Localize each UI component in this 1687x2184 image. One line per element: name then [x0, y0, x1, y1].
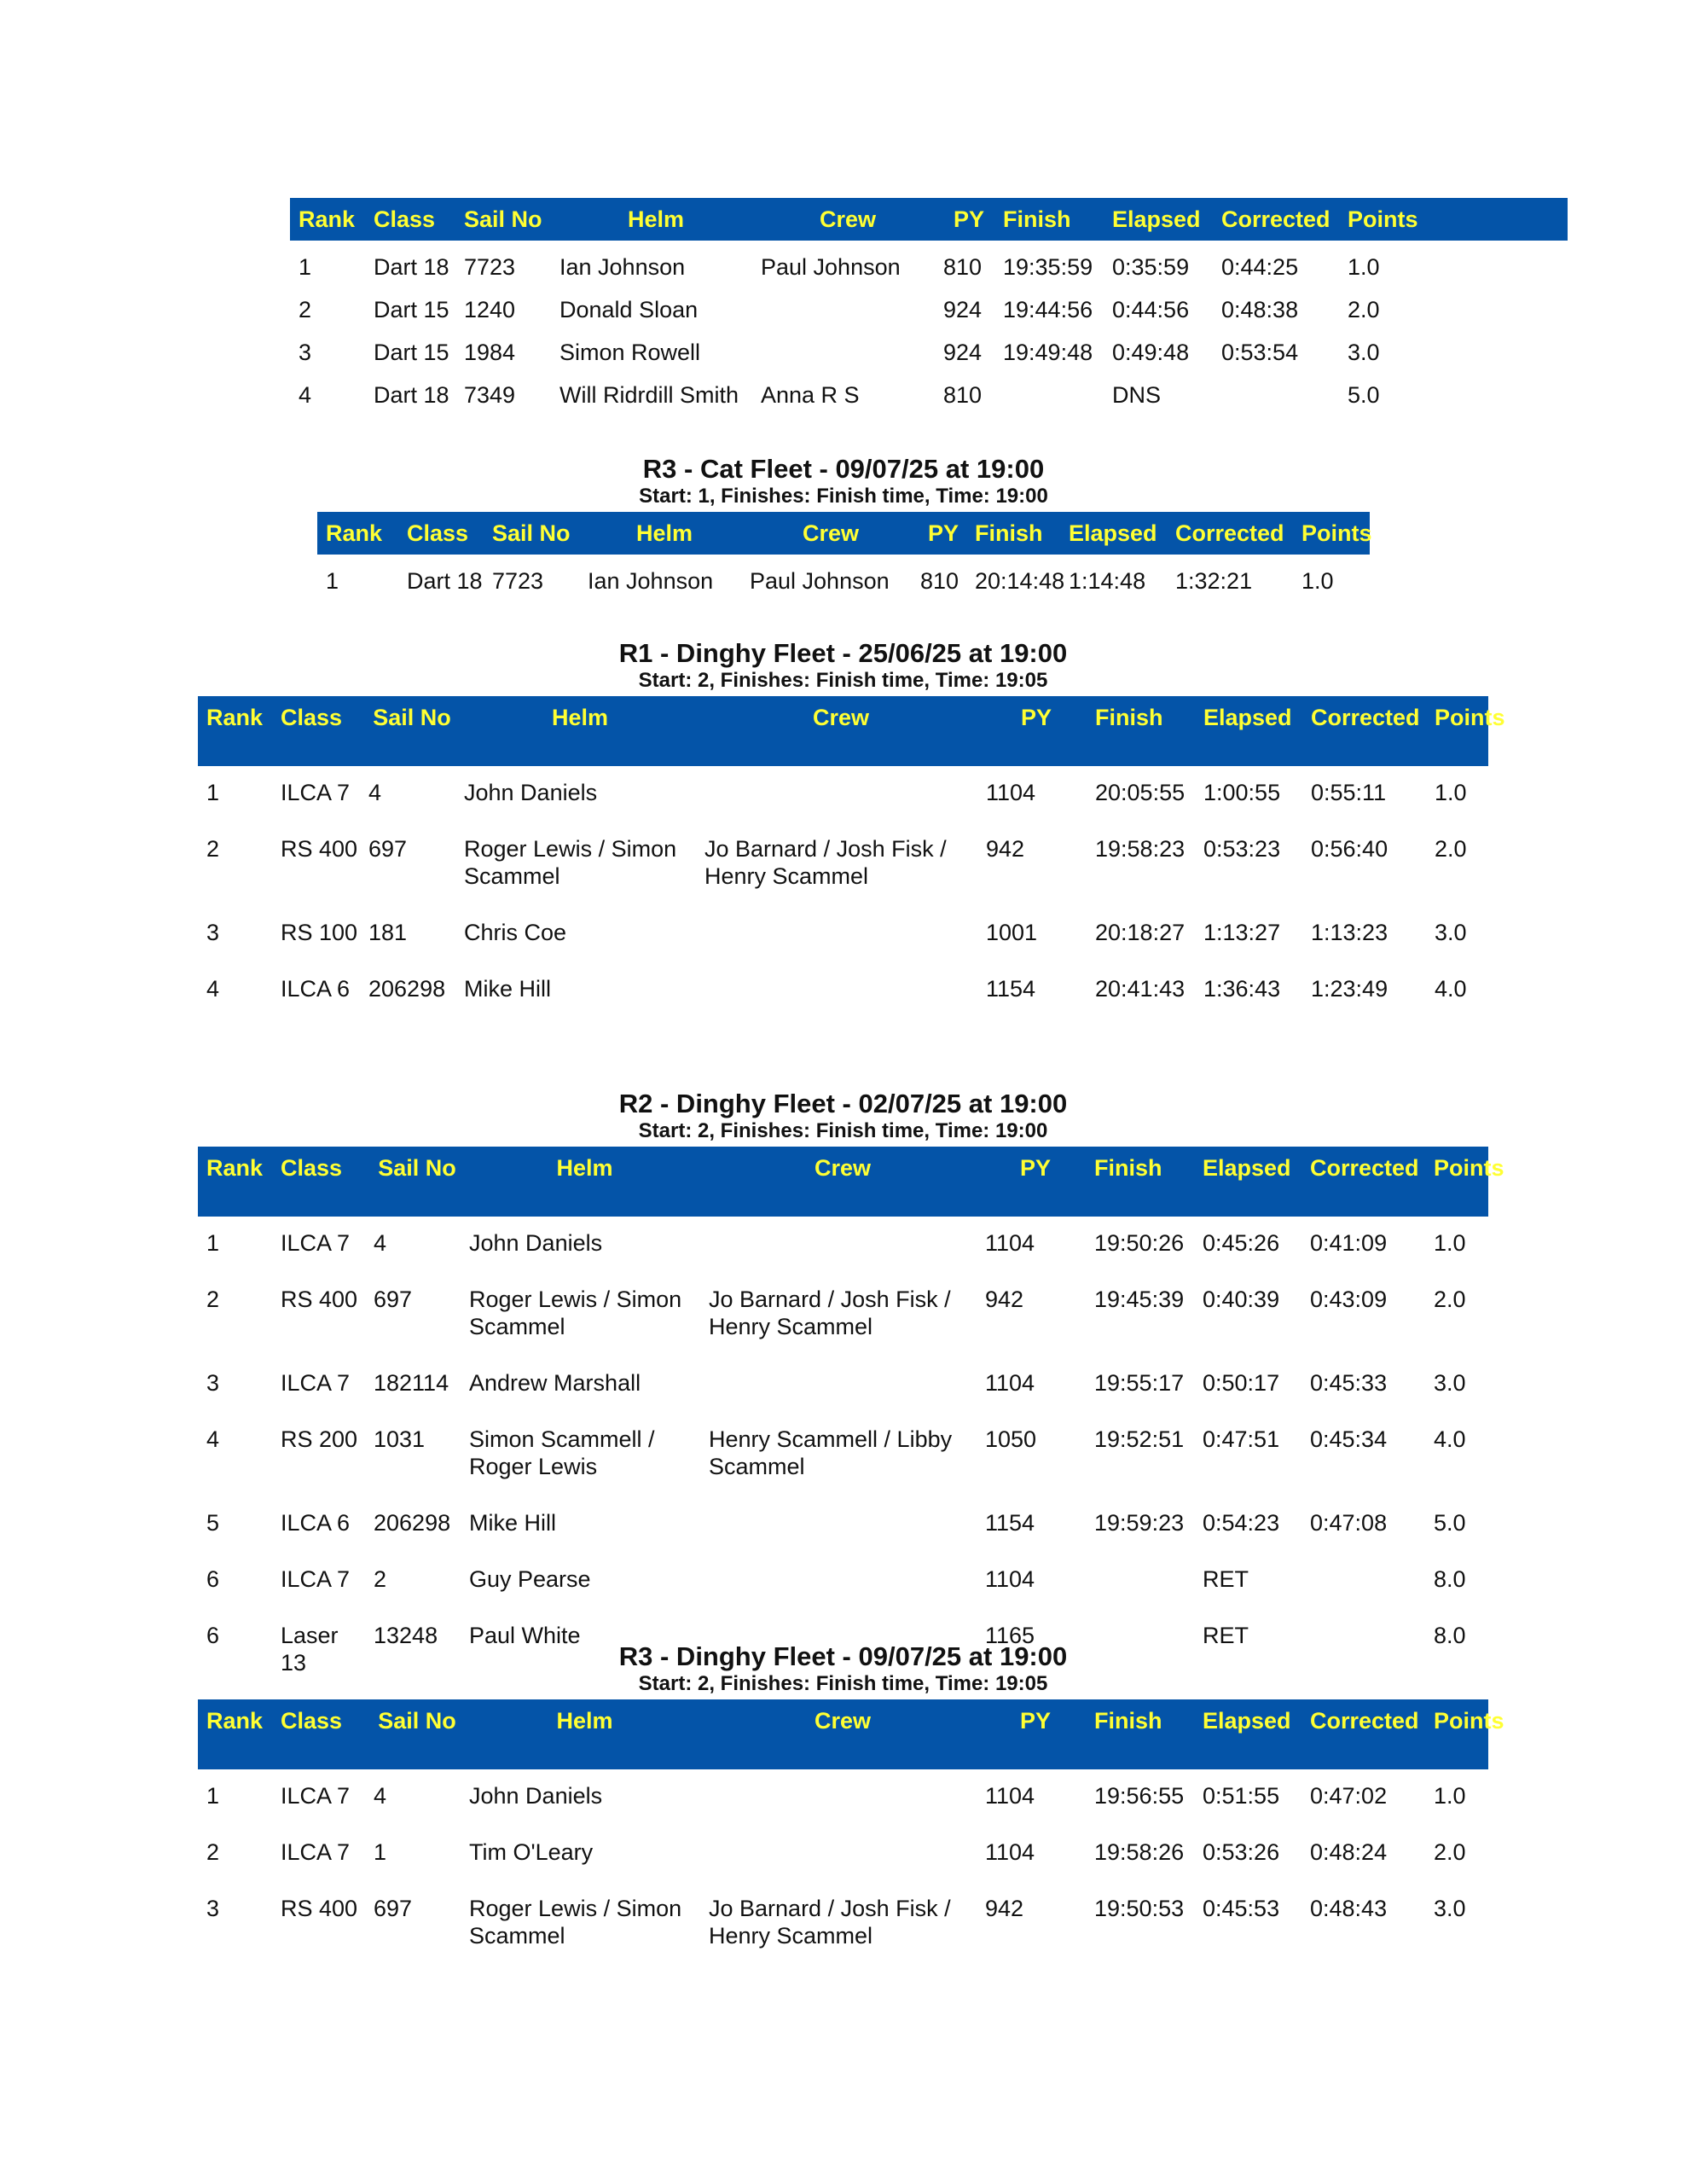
cell-finish: 20:14:48: [975, 568, 1065, 594]
race-title: R3 - Dinghy Fleet - 09/07/25 at 19:00: [618, 1641, 1068, 1671]
cell-elapsed: 0:47:51: [1203, 1426, 1280, 1452]
cell-class: RS 400: [281, 1896, 358, 1921]
cell-py: 1104: [985, 1566, 1035, 1592]
cell-sail-no: 4: [374, 1783, 387, 1809]
cell-class: ILCA 7: [281, 1783, 351, 1809]
cell-finish: 19:35:59: [1003, 254, 1093, 280]
cell-elapsed: 0:54:23: [1203, 1510, 1280, 1536]
cell-corrected: 1:23:49: [1311, 976, 1388, 1002]
cell-elapsed: DNS: [1112, 382, 1162, 408]
table-row: [198, 1273, 1488, 1356]
column-header-class: Class: [281, 1155, 343, 1181]
cell-rank: 3: [206, 1370, 220, 1396]
cell-elapsed: 0:51:55: [1203, 1783, 1280, 1809]
cell-points: 1.0: [1301, 568, 1334, 594]
table-header-row: [290, 198, 1568, 241]
cell-elapsed: 1:36:43: [1203, 976, 1281, 1002]
cell-sail-no: 1240: [464, 297, 516, 322]
column-header-crew: Crew: [812, 705, 870, 730]
cell-finish: 19:56:55: [1094, 1783, 1185, 1809]
race-title: R1 - Dinghy Fleet - 25/06/25 at 19:00: [618, 638, 1068, 668]
column-header-py: PY: [953, 206, 985, 232]
cell-crew: [696, 962, 977, 1019]
cell-rank: 4: [206, 976, 220, 1002]
cell-class: ILCA 7: [281, 1566, 351, 1592]
cell-sail-no: 7723: [464, 254, 516, 280]
results-section-cat-r2-continued: [290, 198, 1418, 411]
cell-helm: Will Ridrdill Smith: [559, 382, 739, 408]
cell-class: Dart 18: [374, 254, 449, 280]
cell-rank: 6: [206, 1623, 220, 1648]
results-table: [198, 1699, 1504, 1966]
cell-corrected: 0:55:11: [1311, 780, 1387, 805]
column-header-rank: Rank: [206, 705, 264, 730]
table-header-row: [198, 1699, 1488, 1769]
cell-points: 3.0: [1348, 340, 1380, 365]
cell-points: 2.0: [1434, 1839, 1466, 1865]
cell-elapsed: 0:35:59: [1112, 254, 1190, 280]
cell-corrected: 0:45:33: [1310, 1370, 1388, 1396]
cell-class: ILCA 7: [281, 1230, 351, 1256]
column-header-helm: Helm: [556, 1708, 613, 1734]
cell-py: 1165: [985, 1623, 1035, 1648]
cell-elapsed: 1:00:55: [1203, 780, 1281, 805]
cell-corrected: [1301, 1553, 1425, 1609]
cell-elapsed: RET: [1203, 1623, 1249, 1648]
cell-py: 942: [985, 1896, 1024, 1921]
cell-points: 4.0: [1435, 976, 1467, 1002]
cell-corrected: 1:32:21: [1175, 568, 1253, 594]
cell-points: 4.0: [1434, 1426, 1466, 1452]
column-header-finish: Finish: [1094, 1155, 1162, 1181]
column-header-sail-no: Sail No: [378, 1708, 456, 1734]
cell-py: 810: [943, 254, 983, 280]
cell-class: ILCA 7: [281, 780, 351, 805]
table-row: [290, 326, 1568, 369]
cell-py: 1001: [986, 920, 1038, 945]
cell-class: RS 200: [281, 1426, 358, 1452]
cell-helm: Mike Hill: [464, 976, 552, 1002]
cell-sail-no: 206298: [368, 976, 446, 1002]
cell-points: 8.0: [1434, 1623, 1466, 1648]
cell-py: 924: [943, 340, 983, 365]
cell-finish: 19:50:26: [1094, 1230, 1185, 1256]
table-row: [290, 283, 1568, 326]
cell-rank: 6: [206, 1566, 220, 1592]
cell-sail-no: 13248: [374, 1623, 438, 1648]
results-section-r1-dinghy-fleet: [198, 638, 1505, 1019]
cell-crew: [700, 1553, 977, 1609]
column-header-elapsed: Elapsed: [1112, 206, 1201, 232]
cell-crew: [700, 1356, 977, 1413]
column-header-class: Class: [281, 1708, 343, 1734]
cell-crew: [696, 766, 977, 822]
cell-class: Dart 15: [374, 297, 449, 322]
cell-elapsed: 0:49:48: [1112, 340, 1190, 365]
cell-points: 2.0: [1435, 836, 1467, 862]
cell-sail-no: 7349: [464, 382, 516, 408]
cell-class: ILCA 7: [281, 1370, 351, 1396]
column-header-points: Points: [1434, 1708, 1504, 1734]
table-row: [198, 766, 1488, 822]
cell-points: 1.0: [1434, 1783, 1466, 1809]
cell-helm: Chris Coe: [464, 920, 567, 945]
cell-finish: 19:55:17: [1094, 1370, 1185, 1396]
cell-helm: Donald Sloan: [559, 297, 699, 322]
cell-finish: 20:05:55: [1095, 780, 1186, 805]
cell-corrected: 0:44:25: [1221, 254, 1299, 280]
column-header-elapsed: Elapsed: [1069, 520, 1157, 546]
cell-points: 5.0: [1434, 1510, 1466, 1536]
cell-helm: Ian Johnson: [588, 568, 714, 594]
cell-rank: 2: [206, 1287, 220, 1312]
column-header-points: Points: [1434, 1155, 1504, 1181]
race-subtitle: Start: 2, Finishes: Finish time, Time: 19:00: [638, 1119, 1048, 1142]
cell-points: 2.0: [1348, 297, 1380, 322]
column-header-finish: Finish: [975, 520, 1043, 546]
cell-crew: [700, 1826, 977, 1882]
cell-sail-no: 2: [374, 1566, 387, 1592]
cell-corrected: 0:45:34: [1310, 1426, 1388, 1452]
column-header-finish: Finish: [1095, 705, 1163, 730]
cell-elapsed: 0:45:26: [1203, 1230, 1280, 1256]
cell-helm: Ian Johnson: [559, 254, 686, 280]
cell-helm: Roger Lewis / Simon Scammel: [469, 1896, 682, 1949]
cell-class: RS 100: [281, 920, 358, 945]
cell-corrected: [1213, 369, 1339, 411]
cell-elapsed: 1:13:27: [1203, 920, 1281, 945]
cell-helm: Paul White: [469, 1623, 581, 1648]
results-table: [290, 198, 1568, 411]
cell-finish: 19:45:39: [1094, 1287, 1185, 1312]
cell-crew: Paul Johnson: [761, 254, 901, 280]
column-header-class: Class: [374, 206, 436, 232]
column-header-corrected: Corrected: [1311, 705, 1420, 730]
column-header-py: PY: [927, 520, 959, 546]
cell-crew: [700, 1496, 977, 1553]
cell-finish: 19:58:23: [1095, 836, 1186, 862]
cell-rank: 3: [299, 340, 312, 365]
column-header-sail-no: Sail No: [373, 705, 451, 730]
cell-crew: [696, 906, 977, 962]
cell-sail-no: 697: [374, 1896, 413, 1921]
cell-helm: Andrew Marshall: [469, 1370, 641, 1396]
cell-py: 1154: [986, 976, 1036, 1002]
cell-rank: 2: [206, 836, 220, 862]
column-header-corrected: Corrected: [1310, 1155, 1419, 1181]
column-header-helm: Helm: [635, 520, 693, 546]
cell-elapsed: 0:53:26: [1203, 1839, 1280, 1865]
cell-rank: 3: [206, 1896, 220, 1921]
cell-crew: Jo Barnard / Josh Fisk / Henry Scammel: [709, 1287, 951, 1339]
cell-sail-no: 4: [374, 1230, 387, 1256]
cell-elapsed: 0:45:53: [1203, 1896, 1280, 1921]
cell-corrected: 0:41:09: [1310, 1230, 1388, 1256]
cell-py: 1104: [985, 1370, 1035, 1396]
column-header-points: Points: [1301, 520, 1372, 546]
cell-points: 8.0: [1434, 1566, 1466, 1592]
cell-rank: 5: [206, 1510, 220, 1536]
cell-py: 1104: [985, 1839, 1035, 1865]
cell-finish: 19:49:48: [1003, 340, 1093, 365]
cell-sail-no: 1984: [464, 340, 516, 365]
cell-points: 1.0: [1434, 1230, 1466, 1256]
cell-sail-no: 1031: [374, 1426, 426, 1452]
cell-crew: [700, 1769, 977, 1826]
cell-elapsed: RET: [1203, 1566, 1249, 1592]
cell-class: RS 400: [281, 1287, 358, 1312]
table-row: [198, 1356, 1488, 1413]
cell-crew: Jo Barnard / Josh Fisk / Henry Scammel: [709, 1896, 951, 1949]
column-header-crew: Crew: [814, 1708, 872, 1734]
cell-sail-no: 4: [368, 780, 382, 805]
cell-helm: Guy Pearse: [469, 1566, 591, 1592]
cell-rank: 2: [206, 1839, 220, 1865]
cell-points: 2.0: [1434, 1287, 1466, 1312]
table-header-row: [198, 1147, 1488, 1217]
results-section-r2-dinghy-fleet: [198, 1089, 1504, 1693]
table-row: [198, 1882, 1488, 1966]
cell-rank: 4: [299, 382, 312, 408]
column-header-helm: Helm: [551, 705, 609, 730]
column-header-sail-no: Sail No: [378, 1155, 456, 1181]
race-subtitle: Start: 1, Finishes: Finish time, Time: 19:00: [639, 485, 1048, 508]
cell-helm: Mike Hill: [469, 1510, 557, 1536]
cell-rank: 3: [206, 920, 220, 945]
cell-crew: Henry Scammell / Libby Scammel: [709, 1426, 953, 1479]
column-header-helm: Helm: [627, 206, 685, 232]
cell-elapsed: 0:53:23: [1203, 836, 1281, 862]
cell-class: Laser 13: [281, 1623, 339, 1676]
column-header-corrected: Corrected: [1221, 206, 1330, 232]
column-header-points: Points: [1348, 206, 1418, 232]
cell-class: Dart 18: [407, 568, 483, 594]
table-header-row: [317, 512, 1370, 555]
cell-points: 1.0: [1435, 780, 1467, 805]
cell-crew: Paul Johnson: [750, 568, 890, 594]
cell-py: 942: [986, 836, 1025, 862]
table-header-row: [198, 696, 1488, 766]
column-header-class: Class: [281, 705, 343, 730]
cell-crew: [700, 1217, 977, 1273]
cell-sail-no: 181: [368, 920, 408, 945]
race-subtitle: Start: 2, Finishes: Finish time, Time: 19:05: [638, 669, 1048, 692]
cell-helm: John Daniels: [464, 780, 598, 805]
column-header-elapsed: Elapsed: [1203, 1708, 1291, 1734]
cell-corrected: 0:47:02: [1310, 1783, 1388, 1809]
column-header-py: PY: [1019, 1708, 1052, 1734]
cell-sail-no: 182114: [374, 1370, 449, 1396]
cell-corrected: 0:53:54: [1221, 340, 1299, 365]
column-header-elapsed: Elapsed: [1203, 705, 1292, 730]
cell-class: ILCA 7: [281, 1839, 351, 1865]
column-header-crew: Crew: [814, 1155, 872, 1181]
cell-py: 810: [920, 568, 959, 594]
cell-crew: [752, 326, 935, 369]
cell-corrected: 1:13:23: [1311, 920, 1388, 945]
cell-py: 1104: [985, 1230, 1035, 1256]
cell-py: 942: [985, 1287, 1024, 1312]
race-subtitle: Start: 2, Finishes: Finish time, Time: 19:05: [638, 1672, 1048, 1695]
column-header-rank: Rank: [326, 520, 383, 546]
cell-rank: 1: [206, 780, 220, 805]
cell-finish: 19:52:51: [1094, 1426, 1185, 1452]
cell-sail-no: 206298: [374, 1510, 451, 1536]
column-header-points: Points: [1435, 705, 1505, 730]
cell-finish: 19:59:23: [1094, 1510, 1185, 1536]
race-title: R2 - Dinghy Fleet - 02/07/25 at 19:00: [618, 1089, 1068, 1118]
cell-crew: Anna R S: [761, 382, 860, 408]
cell-helm: Roger Lewis / Simon Scammel: [469, 1287, 682, 1339]
table-row: [198, 962, 1488, 1019]
column-header-finish: Finish: [1003, 206, 1071, 232]
cell-finish: [994, 369, 1104, 411]
column-header-rank: Rank: [206, 1708, 264, 1734]
column-header-sail-no: Sail No: [464, 206, 542, 232]
cell-helm: Simon Rowell: [559, 340, 701, 365]
cell-helm: John Daniels: [469, 1783, 603, 1809]
cell-corrected: 0:56:40: [1311, 836, 1388, 862]
cell-py: 924: [943, 297, 983, 322]
cell-crew: Jo Barnard / Josh Fisk / Henry Scammel: [704, 836, 947, 889]
column-header-rank: Rank: [206, 1155, 264, 1181]
cell-corrected: 0:48:38: [1221, 297, 1299, 322]
cell-finish: [1086, 1553, 1194, 1609]
cell-sail-no: 7723: [492, 568, 544, 594]
table-row: [198, 1553, 1488, 1609]
column-header-class: Class: [407, 520, 469, 546]
table-row: [198, 1217, 1488, 1273]
table-row: [198, 1496, 1488, 1553]
column-header-finish: Finish: [1094, 1708, 1162, 1734]
cell-helm: Roger Lewis / Simon Scammel: [464, 836, 677, 889]
cell-corrected: 0:48:43: [1310, 1896, 1388, 1921]
column-header-rank: Rank: [299, 206, 356, 232]
cell-points: 3.0: [1434, 1370, 1466, 1396]
cell-rank: 2: [299, 297, 312, 322]
cell-corrected: 0:48:24: [1310, 1839, 1388, 1865]
column-header-crew: Crew: [819, 206, 877, 232]
cell-points: 3.0: [1435, 920, 1467, 945]
results-table: [317, 512, 1370, 597]
cell-sail-no: 697: [368, 836, 408, 862]
race-title: R3 - Cat Fleet - 09/07/25 at 19:00: [642, 454, 1045, 484]
column-header-elapsed: Elapsed: [1203, 1155, 1291, 1181]
cell-finish: 20:41:43: [1095, 976, 1186, 1002]
column-header-crew: Crew: [802, 520, 860, 546]
column-header-py: PY: [1020, 705, 1052, 730]
cell-elapsed: 0:50:17: [1203, 1370, 1280, 1396]
table-row: [198, 1769, 1488, 1826]
cell-class: ILCA 6: [281, 1510, 351, 1536]
table-row: [198, 822, 1488, 906]
cell-rank: 1: [206, 1230, 220, 1256]
table-row: [198, 906, 1488, 962]
column-header-corrected: Corrected: [1310, 1708, 1419, 1734]
cell-corrected: 0:43:09: [1310, 1287, 1388, 1312]
cell-class: ILCA 6: [281, 976, 351, 1002]
results-section-r3-cat-fleet: [317, 454, 1370, 597]
cell-rank: 1: [206, 1783, 220, 1809]
table-row: [290, 369, 1568, 411]
table-row: [198, 1413, 1488, 1496]
cell-helm: Tim O'Leary: [469, 1839, 594, 1865]
table-row: [198, 1826, 1488, 1882]
cell-points: 5.0: [1348, 382, 1380, 408]
cell-class: RS 400: [281, 836, 358, 862]
cell-py: 1104: [986, 780, 1036, 805]
cell-crew: [752, 283, 935, 326]
cell-points: 1.0: [1348, 254, 1380, 280]
cell-helm: John Daniels: [469, 1230, 603, 1256]
cell-finish: 19:50:53: [1094, 1896, 1185, 1921]
results-table: [198, 1147, 1504, 1693]
cell-elapsed: 0:40:39: [1203, 1287, 1280, 1312]
cell-py: 1154: [985, 1510, 1035, 1536]
cell-elapsed: 1:14:48: [1069, 568, 1146, 594]
cell-elapsed: 0:44:56: [1112, 297, 1190, 322]
column-header-corrected: Corrected: [1175, 520, 1284, 546]
results-table: [198, 696, 1505, 1019]
results-section-r3-dinghy-fleet: [198, 1641, 1504, 1966]
cell-class: Dart 18: [374, 382, 449, 408]
cell-points: 3.0: [1434, 1896, 1466, 1921]
cell-class: Dart 15: [374, 340, 449, 365]
column-header-helm: Helm: [556, 1155, 613, 1181]
cell-corrected: 0:47:08: [1310, 1510, 1388, 1536]
cell-py: 1050: [985, 1426, 1037, 1452]
cell-sail-no: 1: [374, 1839, 387, 1865]
cell-rank: 4: [206, 1426, 220, 1452]
cell-py: 1104: [985, 1783, 1035, 1809]
cell-rank: 1: [299, 254, 312, 280]
cell-helm: Simon Scammell / Roger Lewis: [469, 1426, 655, 1479]
column-header-sail-no: Sail No: [492, 520, 571, 546]
table-row: [290, 241, 1568, 283]
cell-finish: 19:44:56: [1003, 297, 1093, 322]
table-row: [317, 555, 1370, 597]
cell-finish: 19:58:26: [1094, 1839, 1185, 1865]
cell-sail-no: 697: [374, 1287, 413, 1312]
column-header-py: PY: [1019, 1155, 1052, 1181]
cell-py: 810: [943, 382, 983, 408]
cell-finish: 20:18:27: [1095, 920, 1186, 945]
cell-rank: 1: [326, 568, 339, 594]
